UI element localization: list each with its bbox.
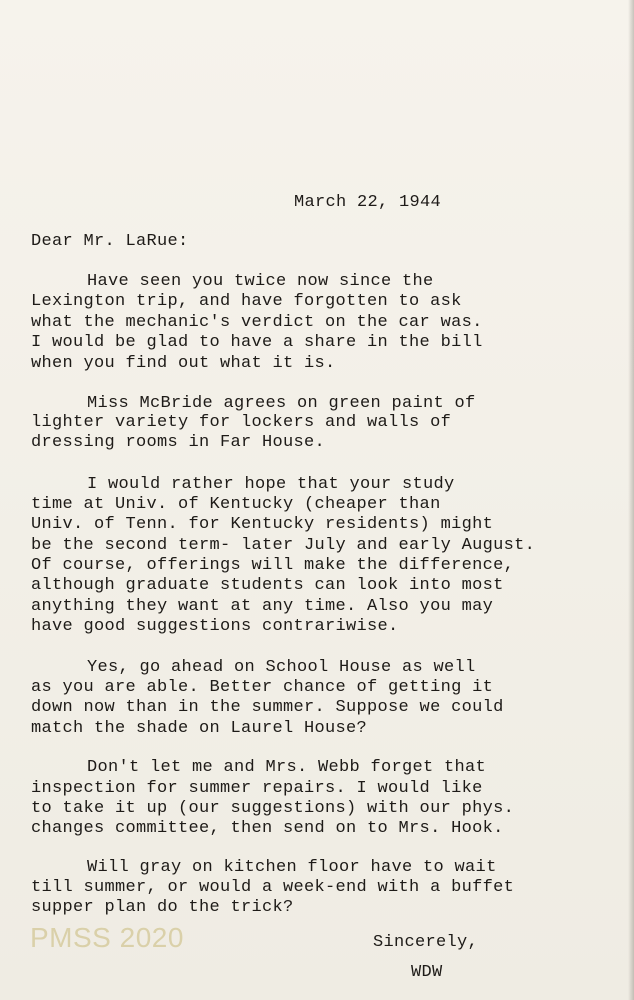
text-line: although graduate students can look into most — [31, 576, 504, 595]
salutation: Dear Mr. LaRue: — [31, 232, 189, 251]
text-line: Will gray on kitchen floor have to wait — [87, 858, 497, 877]
signature-initials: WDW — [411, 963, 443, 982]
letter-date: March 22, 1944 — [294, 193, 442, 212]
paper-edge — [628, 0, 634, 1000]
text-line: till summer, or would a week-end with a buffet — [31, 878, 515, 897]
text-line: dressing rooms in Far House. — [31, 433, 326, 452]
archive-watermark: PMSS 2020 — [30, 922, 184, 953]
text-line: anything they want at any time. Also you may — [31, 597, 494, 616]
text-line: Don't let me and Mrs. Webb forget that — [87, 758, 487, 777]
text-line: Univ. of Tenn. for Kentucky residents) might — [31, 515, 494, 534]
text-line: I would be glad to have a share in the bill — [31, 333, 483, 352]
text-line: supper plan do the trick? — [31, 898, 294, 917]
text-line: changes committee, then send on to Mrs. Hook. — [31, 819, 504, 838]
closing: Sincerely, — [373, 933, 479, 952]
text-line: I would rather hope that your study — [87, 475, 455, 494]
text-line: down now than in the summer. Suppose we could — [31, 698, 504, 717]
text-line: when you find out what it is. — [31, 354, 336, 373]
text-line: Yes, go ahead on School House as well — [87, 658, 476, 677]
text-line: Lexington trip, and have forgotten to ask — [31, 292, 462, 311]
text-line: to take it up (our suggestions) with our phys. — [31, 799, 515, 818]
text-line: inspection for summer repairs. I would like — [31, 779, 483, 798]
text-line: Miss McBride agrees on green paint of — [87, 394, 476, 413]
text-line: match the shade on Laurel House? — [31, 719, 368, 738]
text-line: lighter variety for lockers and walls of — [31, 413, 452, 432]
text-line: have good suggestions contrariwise. — [31, 617, 399, 636]
text-line: Have seen you twice now since the — [87, 272, 434, 291]
text-line: what the mechanic's verdict on the car was. — [31, 313, 483, 332]
text-line: Of course, offerings will make the difference, — [31, 556, 515, 575]
text-line: as you are able. Better chance of getting it — [31, 678, 494, 697]
text-line: be the second term- later July and early August. — [31, 536, 536, 555]
text-line: time at Univ. of Kentucky (cheaper than — [31, 495, 441, 514]
